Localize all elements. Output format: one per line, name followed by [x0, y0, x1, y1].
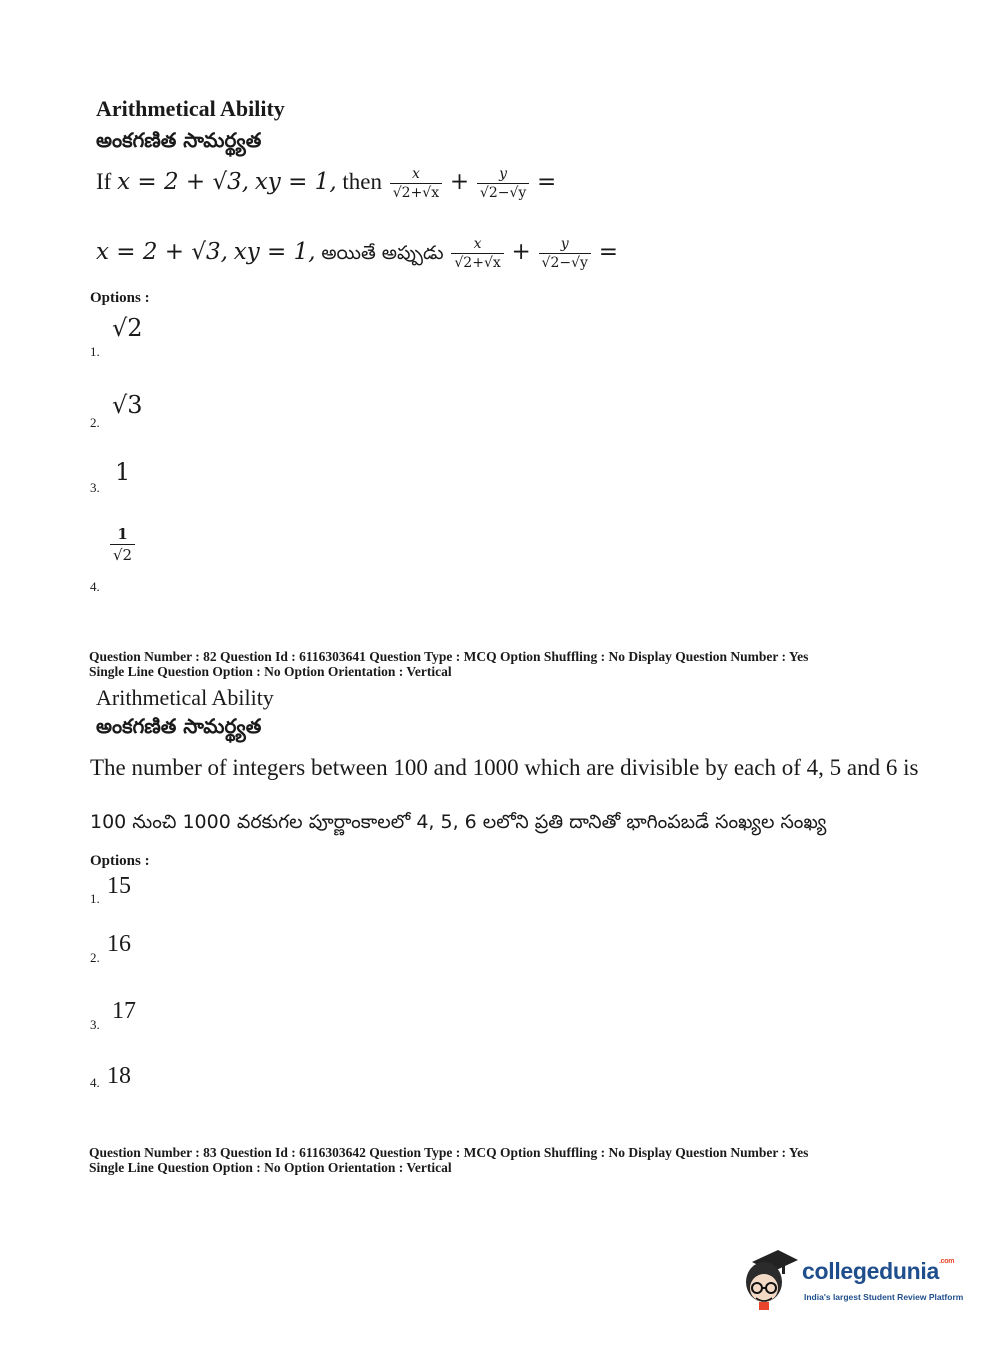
q81-te-fraction-1	[451, 236, 503, 271]
q82-option-2-value[interactable]: 16	[107, 931, 131, 957]
q81-frac2-numerator: y	[499, 166, 508, 182]
q81-stem-te	[96, 236, 618, 271]
q82-option-3-number: 3.	[90, 1017, 100, 1032]
q82-option-1-value[interactable]: 15	[107, 873, 131, 899]
q83-meta	[89, 1145, 808, 1175]
q81-te-fraction-2	[539, 236, 591, 271]
q81-te-x-definition: x = 2 + √3,	[96, 238, 228, 265]
collegedunia-logo[interactable]	[742, 1248, 972, 1318]
q81-te-frac2-numerator: y	[560, 236, 569, 252]
q81-stem-en	[96, 166, 556, 201]
q81-te-frac2-denominator: √2−√y	[539, 253, 591, 271]
q83-meta-line-1: Question Number : 83 Question Id : 6116303642 Question Type : MCQ Option Shuffling : No Display Question Number : Yes	[89, 1145, 809, 1160]
q81-option-2-number: 2.	[90, 415, 100, 430]
q81-plus: +	[449, 168, 470, 195]
q82-option-4-number: 4.	[90, 1075, 100, 1090]
q81-te-plus: +	[511, 238, 531, 265]
q82-stem-te-text: 100 నుంచి 1000 వరకుగల పూర్ణాంకాలలో 4, 5, 6 లలోని ప్రతి దానితో భాగింపబడే సంఖ్యల సంఖ్య	[90, 811, 827, 833]
q81-fraction-1	[390, 166, 442, 201]
q81-option-1-number: 1.	[90, 344, 100, 359]
q81-option-1-value[interactable]: √2	[112, 314, 143, 342]
q81-if-word: If	[96, 168, 112, 194]
q81-frac2-denominator: √2−√y	[477, 183, 529, 201]
q82-meta	[89, 649, 808, 679]
q82-option-3-value[interactable]: 17	[112, 998, 136, 1024]
q81-subject-en: Arithmetical Ability	[96, 96, 285, 121]
logo-tagline: India's largest Student Review Platform	[804, 1292, 964, 1302]
q82-option-2-number: 2.	[90, 950, 100, 965]
q82-subject-en: Arithmetical Ability	[96, 685, 274, 710]
q81-xy-definition: xy = 1,	[254, 168, 337, 195]
q82-subject-te: అంకగణిత సామర్థ్యత	[96, 714, 262, 738]
logo-suffix: .com	[938, 1258, 955, 1265]
q81-frac1-numerator: x	[411, 166, 420, 182]
mascot-icon	[742, 1248, 800, 1310]
q81-option-4-value[interactable]	[110, 525, 135, 564]
q82-meta-line-1: Question Number : 82 Question Id : 6116303641 Question Type : MCQ Option Shuffling : No Display Question Number : Yes	[89, 649, 809, 664]
q81-x-definition: x = 2 + √3,	[117, 168, 250, 195]
q81-option-3-value[interactable]: 1	[115, 458, 131, 486]
q81-fraction-2	[477, 166, 529, 201]
q83-meta-line-2: Single Line Question Option : No Option Orientation : Vertical	[89, 1160, 452, 1175]
q82-options-label: Options :	[90, 853, 150, 869]
q82-stem-en: The number of integers between 100 and 1000 which are divisible by each of 4, 5 and 6 is	[90, 755, 919, 780]
q81-options-label: Options :	[90, 290, 150, 306]
q81-te-frac1-numerator: x	[473, 236, 482, 252]
q82-stem-te	[90, 808, 826, 838]
q81-te-equals: =	[598, 238, 618, 265]
q81-option-4-number: 4.	[90, 579, 100, 594]
q81-equals: =	[537, 168, 557, 195]
q81-te-xy-definition: xy = 1,	[233, 238, 316, 265]
logo-brand: collegedunia	[802, 1258, 939, 1284]
q82-option-1-number: 1.	[90, 891, 100, 906]
q81-option-3-number: 3.	[90, 480, 100, 495]
q81-te-frac1-denominator: √2+√x	[451, 253, 503, 271]
q81-then-word: then	[342, 168, 382, 194]
q82-option-4-value[interactable]: 18	[107, 1063, 131, 1089]
q81-option-4-denominator: √2	[110, 544, 135, 564]
q81-te-then-phrase: అయితే అప్పుడు	[321, 241, 444, 264]
q81-subject-te: అంకగణిత సామర్థ్యత	[96, 128, 262, 152]
q81-frac1-denominator: √2+√x	[390, 183, 442, 201]
q81-option-4-numerator: 1	[117, 525, 128, 543]
q81-option-2-value[interactable]: √3	[112, 391, 143, 419]
q82-meta-line-2: Single Line Question Option : No Option Orientation : Vertical	[89, 664, 452, 679]
